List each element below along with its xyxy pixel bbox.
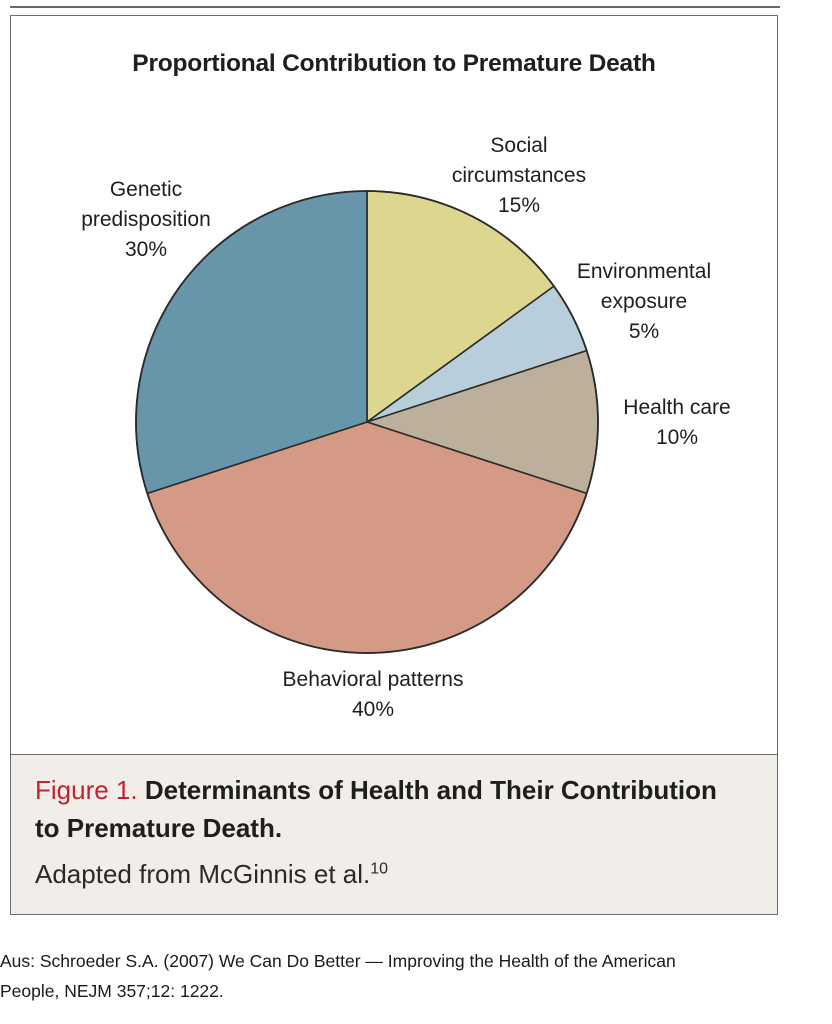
slice-label-social-circumstances: Social circumstances 15% xyxy=(451,134,587,217)
slice-label-genetic-predisposition: Genetic predisposition 30% xyxy=(81,178,211,261)
slice-label-health-care: Health care 10% xyxy=(623,396,731,449)
top-rule xyxy=(10,6,780,8)
caption-title-line1: Determinants of Health and Their Contribution xyxy=(144,775,717,805)
chart-title: Proportional Contribution to Premature Death xyxy=(132,50,656,77)
source-line-2: People, NEJM 357;12: 1222. xyxy=(0,981,224,1001)
caption-adapted-text: Adapted from McGinnis et al. xyxy=(35,859,371,889)
figure-number: Figure 1. xyxy=(35,775,138,805)
source-line-1: Aus: Schroeder S.A. (2007) We Can Do Better — Improving the Health of the American xyxy=(0,951,676,971)
caption-title-line2: to Premature Death. xyxy=(35,813,283,843)
caption-source xyxy=(35,859,388,890)
slice-label-environmental-exposure: Environmental exposure 5% xyxy=(576,260,712,343)
caption-reference: 10 xyxy=(370,860,389,878)
figure-frame xyxy=(10,15,778,915)
caption-title xyxy=(35,775,717,806)
figure-caption xyxy=(11,754,777,914)
pie-chart xyxy=(11,16,777,754)
source-note xyxy=(0,946,832,1006)
slice-label-behavioral-patterns: Behavioral patterns 40% xyxy=(282,668,464,721)
